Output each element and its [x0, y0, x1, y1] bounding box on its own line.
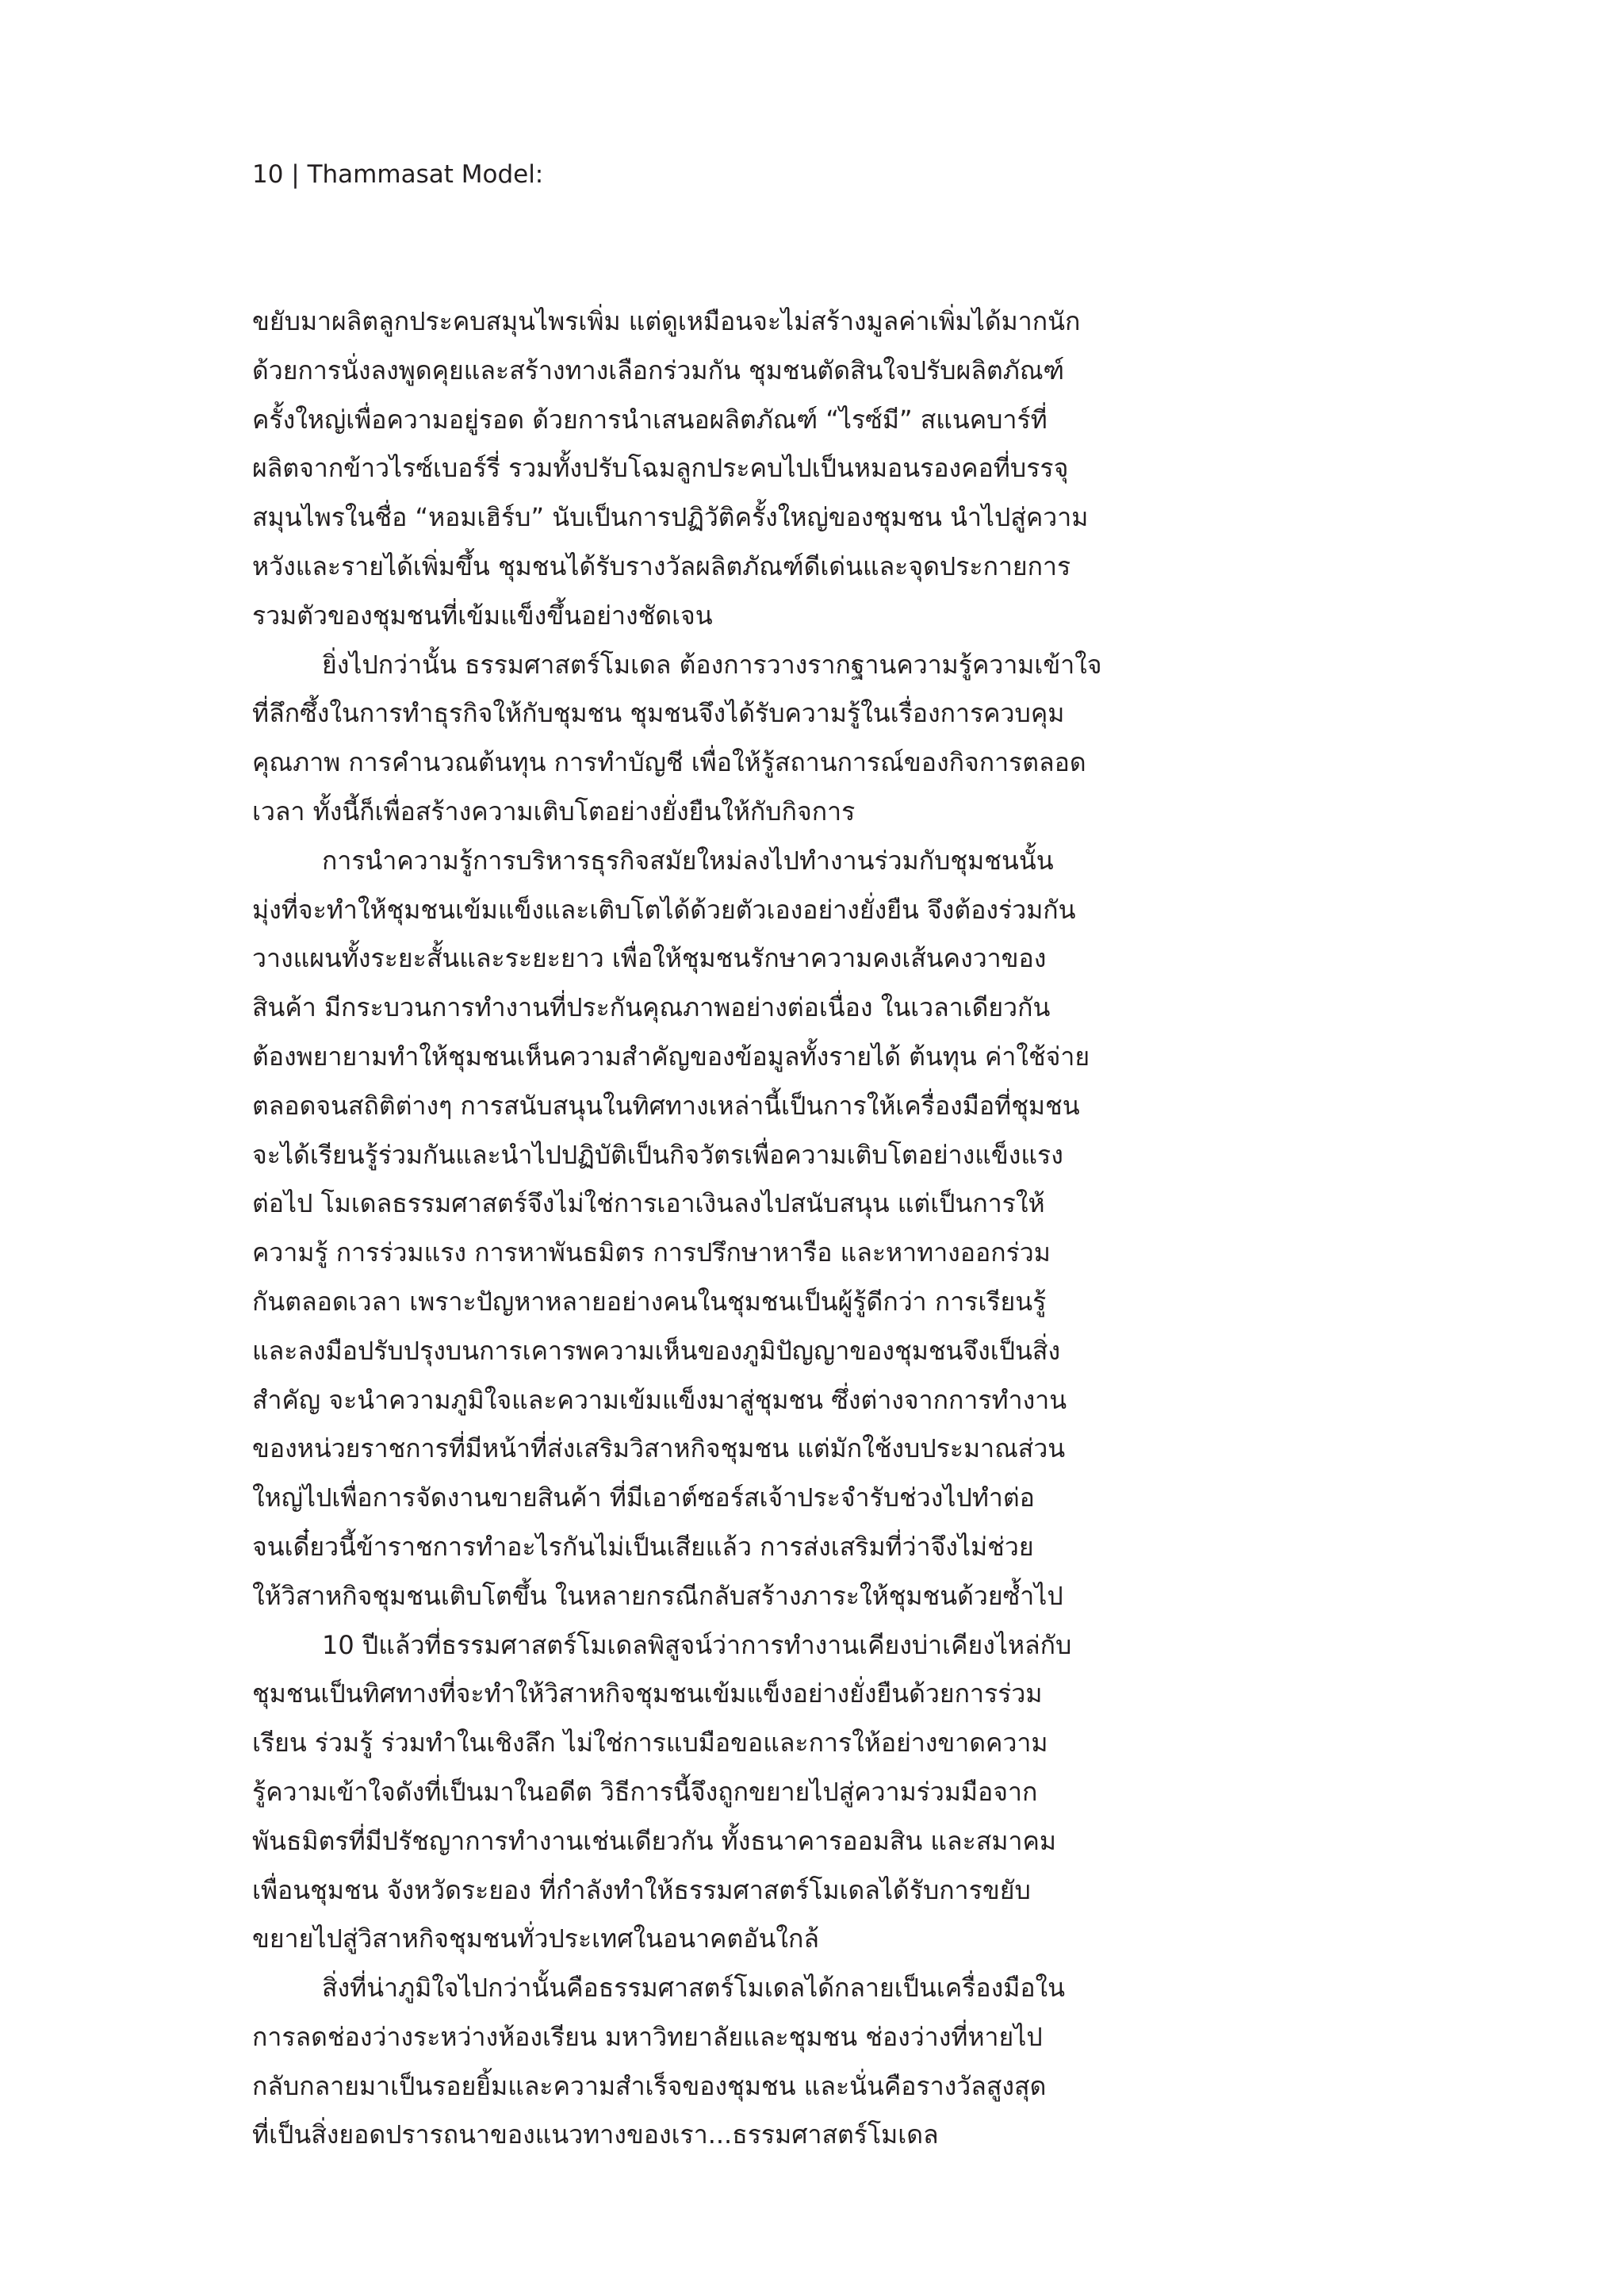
text-line: พันธมิตรที่มีปรัชญาการทำงานเช่นเดียวกัน ทั้งธนาคารออมสิน และสมาคม — [252, 1825, 1056, 1856]
text-line: ด้วยการนั่งลงพูดคุยและสร้างทางเลือกร่วมกัน ชุมชนตัดสินใจปรับผลิตภัณฑ์ — [252, 355, 1065, 385]
text-line: เพื่อนชุมชน จังหวัดระยอง ที่กำลังทำให้ธรรมศาสตร์โมเดลได้รับการขยับ — [252, 1874, 1031, 1905]
text-line: ให้วิสาหกิจชุมชนเติบโตขึ้น ในหลายกรณีกลับสร้างภาระให้ชุมชนด้วยซ้ำไป — [252, 1580, 1063, 1611]
text-line: การนำความรู้การบริหารธุรกิจสมัยใหม่ลงไปทำงานร่วมกับชุมชนนั้น — [322, 845, 1054, 876]
text-line: เวลา ทั้งนี้ก็เพื่อสร้างความเติบโตอย่างยั่งยืนให้กับกิจการ — [252, 796, 856, 827]
text-line: จะได้เรียนรู้ร่วมกันและนำไปปฏิบัติเป็นกิจวัตรเพื่อความเติบโตอย่างแข็งแรง — [252, 1139, 1063, 1170]
text-line: กลับกลายมาเป็นรอยยิ้มและความสำเร็จของชุมชน และนั่นคือรางวัลสูงสุด — [252, 2070, 1047, 2101]
paragraph-4 — [252, 1621, 1275, 1965]
text-line: 10 ปีแล้วที่ธรรมศาสตร์โมเดลพิสูจน์ว่าการทำงานเคียงบ่าเคียงไหล่กับ — [322, 1629, 1072, 1660]
text-line: จนเดี๋ยวนี้ข้าราชการทำอะไรกันไม่เป็นเสียแล้ว การส่งเสริมที่ว่าจึงไม่ช่วย — [252, 1531, 1034, 1562]
text-line: ตลอดจนสถิติต่างๆ การสนับสนุนในทิศทางเหล่านี้เป็นการให้เครื่องมือที่ชุมชน — [252, 1090, 1080, 1121]
text-line: กันตลอดเวลา เพราะปัญหาหลายอย่างคนในชุมชนเป็นผู้รู้ดีกว่า การเรียนรู้ — [252, 1286, 1047, 1317]
paragraph-1 — [252, 297, 1275, 641]
text-line: ของหน่วยราชการที่มีหน้าที่ส่งเสริมวิสาหกิจชุมชน แต่มักใช้งบประมาณส่วน — [252, 1433, 1066, 1464]
text-line: สำคัญ จะนำความภูมิใจและความเข้มแข็งมาสู่ชุมชน ซึ่งต่างจากการทำงาน — [252, 1384, 1067, 1415]
text-line: รวมตัวของชุมชนที่เข้มแข็งขึ้นอย่างชัดเจน — [252, 600, 713, 631]
text-line: เรียน ร่วมรู้ ร่วมทำในเชิงลึก ไม่ใช่การแบมือขอและการให้อย่างขาดความ — [252, 1728, 1048, 1758]
paragraph-3 — [252, 837, 1275, 1621]
text-line: วางแผนทั้งระยะสั้นและระยะยาว เพื่อให้ชุมชนรักษาความคงเส้นคงวาของ — [252, 943, 1047, 974]
text-line: ครั้งใหญ่เพื่อความอยู่รอด ด้วยการนำเสนอผลิตภัณฑ์ “ไรซ์มี” สแนคบาร์ที่ — [252, 404, 1048, 435]
text-line: ต้องพยายามทำให้ชุมชนเห็นความสำคัญของข้อมูลทั้งรายได้ ต้นทุน ค่าใช้จ่าย — [252, 1041, 1090, 1072]
paragraph-5 — [252, 1964, 1275, 2160]
text-line: และลงมือปรับปรุงบนการเคารพความเห็นของภูมิปัญญาของชุมชนจึงเป็นสิ่ง — [252, 1335, 1061, 1366]
text-line: สินค้า มีกระบวนการทำงานที่ประกันคุณภาพอย่างต่อเนื่อง ในเวลาเดียวกัน — [252, 992, 1051, 1023]
text-line: ผลิตจากข้าวไรซ์เบอร์รี่ รวมทั้งปรับโฉมลูกประคบไปเป็นหมอนรองคอที่บรรจุ — [252, 453, 1069, 484]
text-line: ความรู้ การร่วมแรง การหาพันธมิตร การปรึกษาหารือ และหาทางออกร่วม — [252, 1237, 1051, 1268]
text-line: ขยายไปสู่วิสาหกิจชุมชนทั่วประเทศในอนาคตอันใกล้ — [252, 1923, 819, 1954]
text-line: ยิ่งไปกว่านั้น ธรรมศาสตร์โมเดล ต้องการวางรากฐานความรู้ความเข้าใจ — [322, 649, 1102, 680]
body-text — [252, 297, 1275, 2160]
running-head: 10 | Thammasat Model: — [252, 160, 544, 189]
text-line: ที่เป็นสิ่งยอดปรารถนาของแนวทางของเรา...ธรรมศาสตร์โมเดล — [252, 2119, 939, 2150]
text-line: รู้ความเข้าใจดังที่เป็นมาในอดีต วิธีการนี้จึงถูกขยายไปสู่ความร่วมมือจาก — [252, 1776, 1038, 1807]
text-line: ชุมชนเป็นทิศทางที่จะทำให้วิสาหกิจชุมชนเข้มแข็งอย่างยั่งยืนด้วยการร่วม — [252, 1678, 1043, 1709]
text-line: ขยับมาผลิตลูกประคบสมุนไพรเพิ่ม แต่ดูเหมือนจะไม่สร้างมูลค่าเพิ่มได้มากนัก — [252, 306, 1081, 336]
text-line: สิ่งที่น่าภูมิใจไปกว่านั้นคือธรรมศาสตร์โมเดลได้กลายเป็นเครื่องมือใน — [322, 1973, 1066, 2004]
text-line: ที่ลึกซึ้งในการทำธุรกิจให้กับชุมชน ชุมชนจึงได้รับความรู้ในเรื่องการควบคุม — [252, 698, 1065, 729]
text-line: ต่อไป โมเดลธรรมศาสตร์จึงไม่ใช่การเอาเงินลงไปสนับสนุน แต่เป็นการให้ — [252, 1188, 1045, 1219]
paragraph-2 — [252, 641, 1275, 837]
text-line: ใหญ่ไปเพื่อการจัดงานขายสินค้า ที่มีเอาต์ซอร์สเจ้าประจำรับช่วงไปทำต่อ — [252, 1482, 1035, 1513]
text-line: การลดช่องว่างระหว่างห้องเรียน มหาวิทยาลัยและชุมชน ช่องว่างที่หายไป — [252, 2021, 1043, 2052]
text-line: หวังและรายได้เพิ่มขึ้น ชุมชนได้รับรางวัลผลิตภัณฑ์ดีเด่นและจุดประกายการ — [252, 550, 1071, 581]
text-line: สมุนไพรในชื่อ “หอมเฮิร์บ” นับเป็นการปฏิวัติครั้งใหญ่ของชุมชน นำไปสู่ความ — [252, 502, 1089, 533]
text-line: มุ่งที่จะทำให้ชุมชนเข้มแข็งและเติบโตได้ด้วยตัวเองอย่างยั่งยืน จึงต้องร่วมกัน — [252, 894, 1076, 925]
text-line: คุณภาพ การคำนวณต้นทุน การทำบัญชี เพื่อให้รู้สถานการณ์ของกิจการตลอด — [252, 747, 1086, 778]
